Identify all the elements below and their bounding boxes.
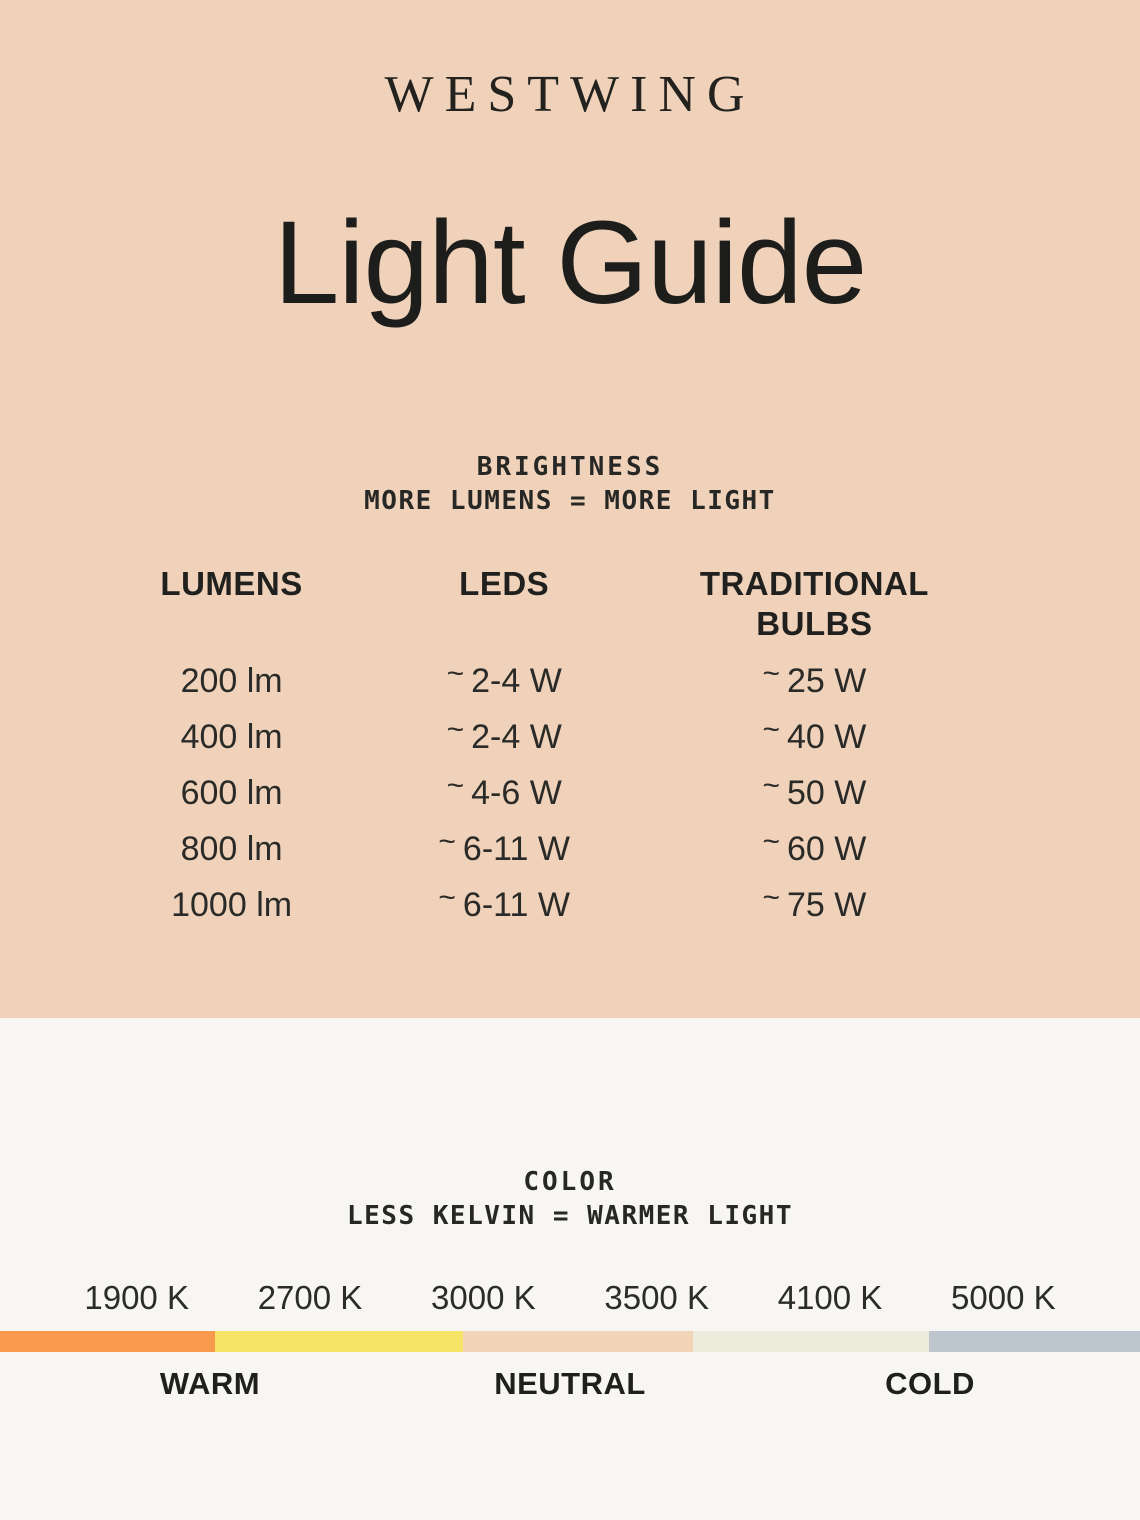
column-header-leds: LEDS [459,565,550,602]
kelvin-label: 1900 K [84,1279,189,1316]
approx-symbol: ~ [762,713,780,746]
lumens-value: 400 lm [180,718,283,756]
lumens-value: 1000 lm [171,886,293,924]
color-heading: COLOR [523,1167,617,1197]
approx-symbol: ~ [446,657,465,690]
temperature-zone-labels [0,1368,1140,1400]
table-row [100,878,1040,934]
approx-symbol: ~ [438,881,456,914]
column-header-lumens: LUMENS [160,565,303,602]
kelvin-label: 5000 K [951,1279,1056,1316]
color-bar-segment-neutral-cream [693,1331,929,1352]
approx-symbol: ~ [762,769,780,802]
leds-value: ~ 2-4 W [363,654,645,710]
approx-symbol: ~ [438,825,456,858]
color-bar-segment-warm-orange [0,1331,215,1352]
kelvin-label: 3000 K [431,1279,536,1316]
approx-symbol: ~ [762,881,780,914]
zone-label-cold: COLD [885,1366,975,1401]
brightness-heading: BRIGHTNESS [476,452,664,482]
traditional-value: ~ 75 W [645,878,983,934]
traditional-value: ~ 60 W [645,822,983,878]
approx-symbol: ~ [762,657,780,690]
leds-value: ~ 2-4 W [363,710,645,766]
lumens-value: 200 lm [180,662,283,700]
page-title: Light Guide [273,197,867,329]
color-subheading: LESS KELVIN = WARMER LIGHT [347,1201,793,1231]
color-section [0,1018,1140,1520]
brightness-subheading: MORE LUMENS = MORE LIGHT [364,486,776,516]
color-bar-segment-neutral-peach [463,1331,693,1352]
brand-logo: WESTWING [384,66,756,123]
color-bar-segment-cold-blue [929,1331,1140,1352]
leds-value: ~ 4-6 W [363,766,645,822]
lumens-table [100,564,1040,934]
table-row [100,654,1040,710]
zone-label-warm: WARM [159,1366,261,1401]
approx-symbol: ~ [446,713,465,746]
kelvin-color-bar [0,1331,1140,1352]
traditional-value: ~ 50 W [645,766,983,822]
leds-value: ~ 6-11 W [363,822,645,878]
traditional-value: ~ 25 W [645,654,983,710]
approx-symbol: ~ [762,825,780,858]
traditional-value: ~ 40 W [645,710,983,766]
color-bar-segment-warm-yellow [215,1331,462,1352]
approx-symbol: ~ [446,769,465,802]
table-header-row [100,564,1040,644]
table-row [100,822,1040,878]
kelvin-label: 3500 K [604,1279,709,1316]
column-header-traditional: TRADITIONAL BULBS [699,565,929,642]
kelvin-label: 2700 K [257,1279,363,1316]
table-row [100,710,1040,766]
lumens-value: 600 lm [180,774,283,812]
zone-label-neutral: NEUTRAL [494,1366,646,1401]
lumens-value: 800 lm [180,830,283,868]
table-row [100,766,1040,822]
leds-value: ~ 6-11 W [363,878,645,934]
kelvin-label: 4100 K [777,1279,883,1316]
kelvin-scale-labels [0,1280,1140,1316]
